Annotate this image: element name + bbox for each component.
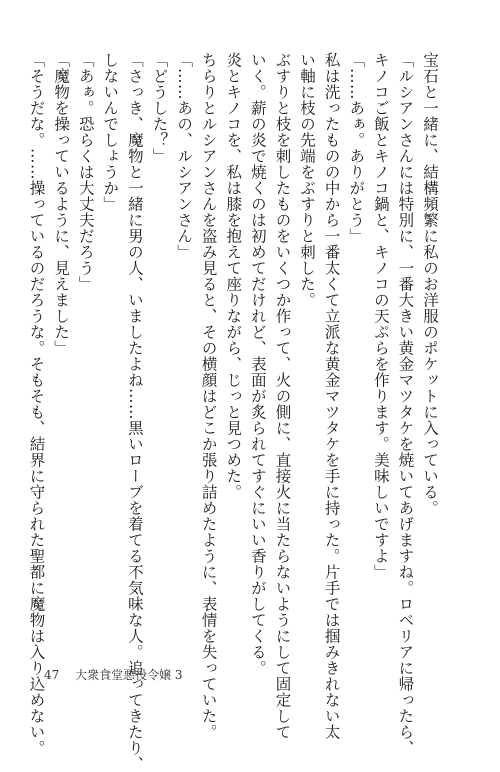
text-line-7: ぶすりと枝を刺したものをいくつか作って、火の側に、直接火に当たらないようにして固定して	[273, 52, 292, 740]
text-line-4: 「……あぁ。ありがとう」	[347, 52, 366, 244]
text-line-12: 「どうした？」	[150, 52, 169, 164]
text-line-8: いく。薪の炎で焼くのは初めてだけれど、表面が炙られてすぐにいい香りがしてくる。	[248, 52, 267, 676]
text-line-10: ちらりとルシアンさんを盗み見ると、その横顔はどこか張り詰めたように、表情を失っていた。	[199, 52, 218, 740]
text-line-16: 「魔物を操っているように、見えました」	[52, 52, 71, 356]
text-line-9: 炎とキノコを、私は膝を抱えて座りながら、じっと見つめた。	[224, 52, 243, 500]
text-line-2: 「ルシアンさんには特別に、一番大きい黄金マツタケを焼いてあげますね。ロベリアに帰ったら、	[396, 52, 415, 756]
text-line-1: 宝石と一緒に、結構頻繁に私のお洋服のポケットに入っている。	[421, 52, 439, 516]
text-line-17: 「そうだな。……操っているのだろうな。そもそも、結界に守られた聖都に魔物は入り込めない。	[27, 52, 46, 756]
text-line-15: 「あぁ。恐らくは大丈夫だろう」	[76, 52, 95, 292]
text-line-3: キノコご飯とキノコ鍋と、キノコの天ぷらを作ります。美味しいですよ」	[371, 52, 390, 580]
text-line-6: い軸に枝の先端をぶすりと刺した。	[298, 52, 317, 308]
page-number: 47	[44, 668, 60, 682]
text-line-13: 「さっき、魔物と一緒に男の人、いましたよね……黒いローブを着てる不気味な人。追ってきたり、	[125, 52, 144, 772]
text-line-11: 「……あの、ルシアンさん」	[175, 52, 194, 260]
text-line-14: しないんでしょうか」	[101, 52, 120, 212]
book-title: 大衆食堂悪役令嬢 3	[75, 668, 183, 682]
text-line-5: 私は洗ったものの中から一番太くて立派な黄金マツタケを手に持った。片手では掴みきれない太	[322, 52, 341, 740]
page-footer	[44, 666, 183, 683]
